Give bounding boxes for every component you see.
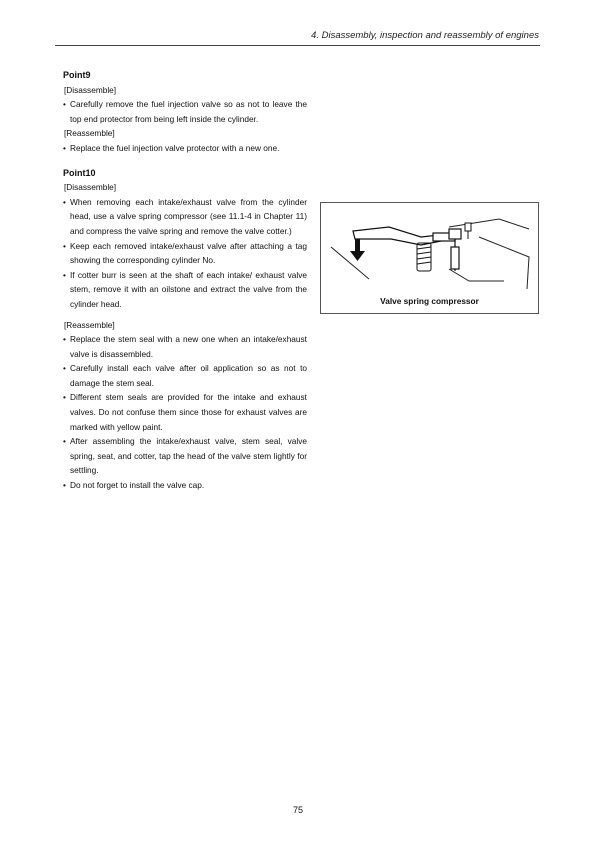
point10-disassemble-heading: [Disassemble] [64,182,117,193]
list-item: • Different stem seals are provided for the intake and exhaust valves. Do not confuse them since those for exhaust valves are marked with yellow paint. [63,390,307,434]
list-item: • Replace the fuel injection valve protector with a new one. [63,141,307,156]
valve-spring-compressor-icon [329,209,532,291]
list-item: • Carefully install each valve after oil application so as not to damage the stem seal. [63,361,307,390]
list-item: • After assembling the intake/exhaust valve, stem seal, valve spring, seat, and cotter, tap the head of the valve stem lightly for settling. [63,434,307,478]
point9-reassemble-heading: [Reassemble] [64,128,115,139]
point10-reassemble-heading: [Reassemble] [64,319,115,330]
list-item: • Keep each removed intake/exhaust valve after attaching a tag showing the corresponding cylinder No. [63,239,307,268]
list-item: • Replace the stem seal with a new one when an intake/exhaust valve is disassembled. [63,332,307,361]
point9-title: Point9 [63,70,91,80]
list-item: • Carefully remove the fuel injection valve so as not to leave the top end protector from being left inside the cylinder. [63,97,307,126]
figure-box [320,202,539,314]
point10-disassemble-list [63,195,307,312]
list-item: • When removing each intake/exhaust valve from the cylinder head, use a valve spring compressor (see 11.1-4 in Chapter 11) and compress the valve spring and remove the valve cotter.) [63,195,307,239]
point9-reassemble-list [63,141,307,156]
list-item: • If cotter burr is seen at the shaft of each intake/ exhaust valve stem, remove it with an oilstone and extract the valve from the cylinder head. [63,268,307,312]
point9-section [63,68,307,493]
header-divider [55,45,540,46]
page-number: 75 [292,805,303,815]
point9-disassemble-heading: [Disassemble] [64,84,117,95]
point10-reassemble-list [63,332,307,493]
point10-title: Point10 [63,167,96,178]
running-header: 4. Disassembly, inspection and reassembly of engines [311,30,539,41]
list-item: • Do not forget to install the valve cap. [63,478,307,493]
point9-disassemble-list [63,97,307,126]
figure-caption: Valve spring compressor [380,296,479,306]
